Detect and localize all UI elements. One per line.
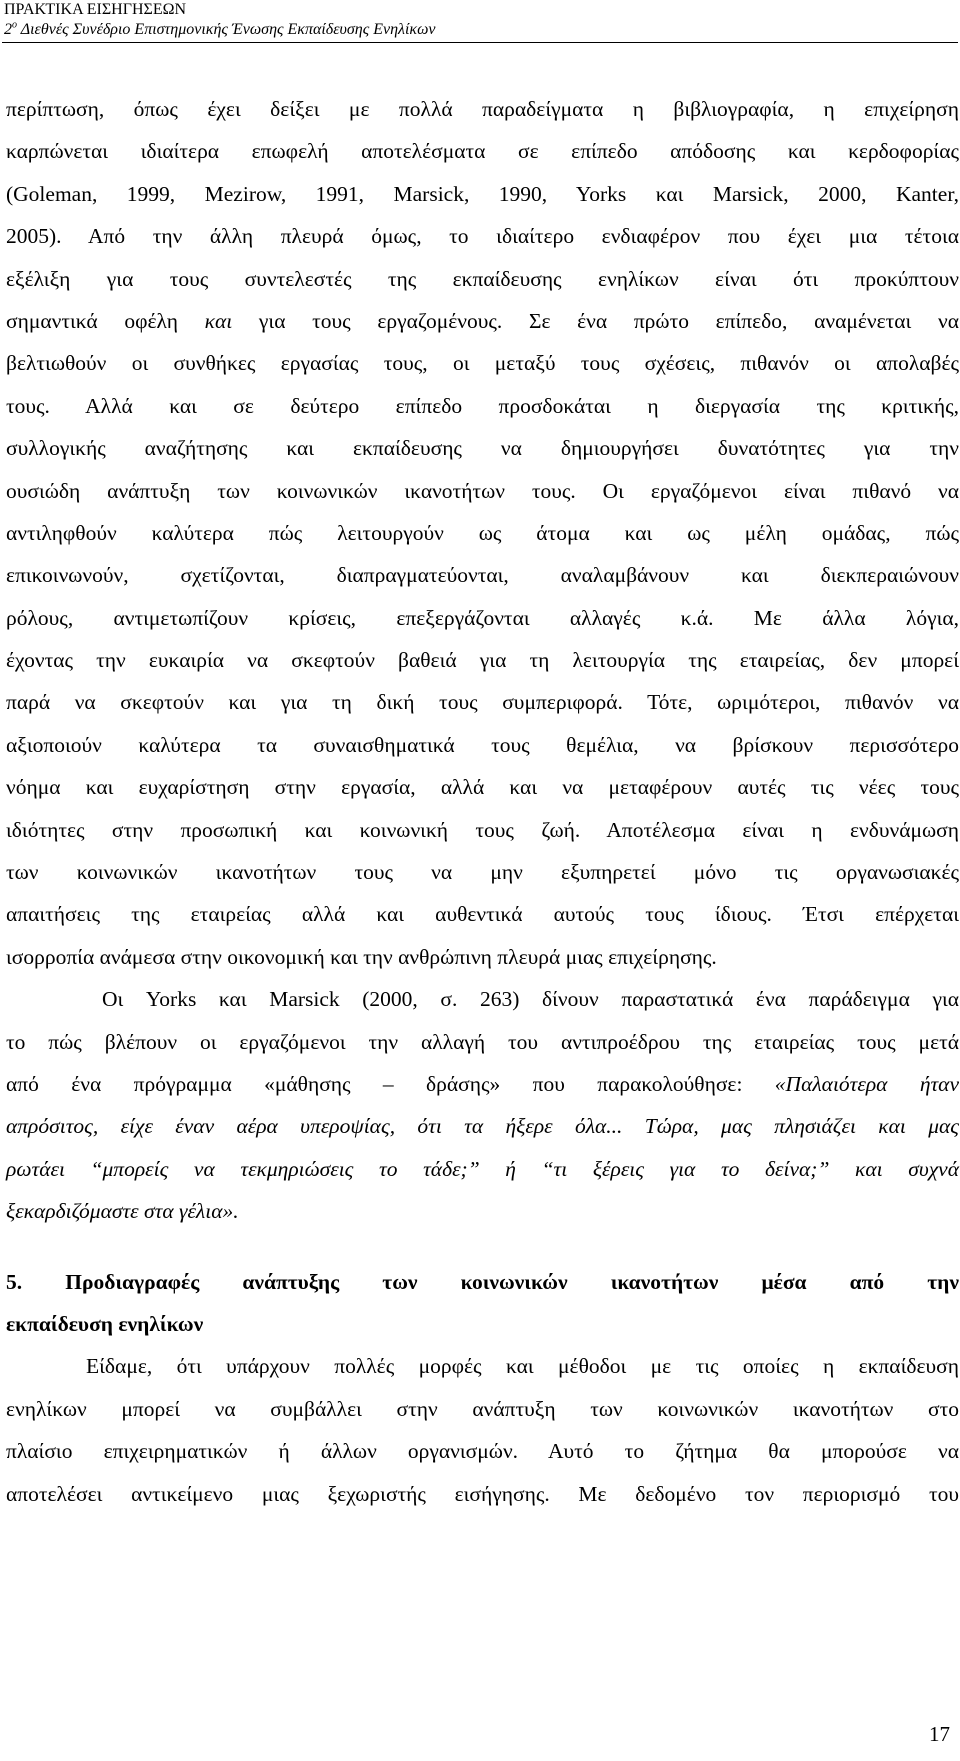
- text-line: περίπτωση, όπως έχει δείξει με πολλά παραδείγματα η βιβλιογραφία, η επιχείρηση: [6, 97, 959, 121]
- text-line: Οι Yorks και Marsick (2000, σ. 263) δίνουν παραστατικά ένα παράδειγμα για: [102, 987, 959, 1012]
- text-line: επικοινωνούν, σχετίζονται, διαπραγματεύονται, αναλαμβάνουν και διεκπεραιώνουν: [6, 563, 959, 588]
- header-divider: [2, 42, 958, 43]
- text-line: πλαίσιο επιχειρηματικών ή άλλων οργανισμών. Αυτό το ζήτημα θα μπορούσε να: [6, 1439, 959, 1464]
- text-line: ιδιότητες στην προσωπική και κοινωνική τους ζωή. Αποτέλεσμα είναι η ενδυνάμωση: [6, 817, 959, 842]
- heading-text: εκπαίδευση ενηλίκων: [6, 1311, 204, 1336]
- text-line: το πώς βλέπουν οι εργαζόμενοι την αλλαγή του αντιπροέδρου της εταιρείας τους μετά: [6, 1029, 959, 1054]
- emphasis-text: και: [204, 308, 233, 333]
- text-line: παρά να σκεφτούν και για τη δική τους συμπεριφορά. Τότε, ωριμότεροι, πιθανόν να: [6, 690, 959, 715]
- text-line: αντιληφθούν καλύτερα πώς λειτουργούν ως άτομα και ως μέλη ομάδας, πώς: [6, 520, 959, 545]
- paragraph-1: [6, 97, 959, 987]
- text-line: ενηλίκων μπορεί να συμβάλλει στην ανάπτυξη των κοινωνικών ικανοτήτων στο: [6, 1396, 959, 1421]
- text-span: για τους εργαζομένους. Σε ένα πρώτο επίπεδο, αναμένεται να: [232, 308, 959, 333]
- text-line: νόημα και ευχαρίστηση στην εργασία, αλλά και να μεταφέρουν αυτές τις νέες τους: [6, 775, 959, 800]
- text-line: απαιτήσεις της εταιρείας αλλά και αυθεντικά αυτούς τους ίδιους. Έτσι επέρχεται: [6, 902, 959, 927]
- quote-text: απρόσιτος, είχε έναν αέρα υπεροψίας, ότι τα ήξερε όλα... Τώρα, μας πλησιάζει και μας: [6, 1114, 959, 1139]
- heading-line: [6, 1312, 959, 1354]
- section-heading: [6, 1270, 959, 1355]
- paragraph-2: [6, 987, 959, 1241]
- text-line: ουσιώδη ανάπτυξη των κοινωνικών ικανοτήτων τους. Οι εργαζόμενοι είναι πιθανό να: [6, 478, 959, 503]
- text-line: εξέλιξη για τους συντελεστές της εκπαίδευσης ενηλίκων είναι ότι προκύπτουν: [6, 266, 959, 291]
- header-ordinal-suffix: ο: [12, 19, 17, 31]
- header-title: ΠΡΑΚΤΙΚΑ ΕΙΣΗΓΗΣΕΩΝ: [4, 1, 187, 18]
- text-span: από ένα πρόγραμμα «μάθησης – δράσης» που παρακολούθησε:: [6, 1071, 775, 1096]
- text-line: αξιοποιούν καλύτερα τα συναισθηματικά τους θεμέλια, να βρίσκουν περισσότερο: [6, 732, 959, 757]
- header-conference-number: 2: [4, 21, 12, 38]
- quote-line: [6, 1199, 959, 1241]
- quote-line: [6, 1157, 959, 1199]
- text-line: 2005). Από την άλλη πλευρά όμως, το ιδιαίτερο ενδιαφέρον που έχει μια τέτοια: [6, 224, 959, 249]
- running-header: [4, 0, 435, 40]
- header-conference: [4, 20, 435, 40]
- heading-text: 5. Προδιαγραφές ανάπτυξης των κοινωνικών ικανοτήτων μέσα από την: [6, 1269, 959, 1294]
- page-number: 17: [929, 1722, 950, 1746]
- section-spacer: [6, 1242, 959, 1270]
- text-line: [6, 309, 959, 351]
- text-span: σημαντικά οφέλη: [6, 308, 205, 333]
- header-conference-name: Διεθνές Συνέδριο Επιστημονικής Ένωσης Εκπαίδευσης Ενηλίκων: [17, 21, 436, 38]
- text-line: των κοινωνικών ικανοτήτων τους να μην εξυπηρετεί μόνο τις οργανωσιακές: [6, 860, 959, 885]
- quote-text: ρωτάει “μπορείς να τεκμηριώσεις το τάδε;” ή “τι ξέρεις για το δείνα;” και συχνά: [6, 1156, 959, 1181]
- text-line: βελτιωθούν οι συνθήκες εργασίας τους, οι μεταξύ τους σχέσεις, πιθανόν οι απολαβές: [6, 351, 959, 376]
- text-line: καρπώνεται ιδιαίτερα επωφελή αποτελέσματα σε επίπεδο απόδοσης και κερδοφορίας: [6, 139, 959, 164]
- text-line: αποτελέσει αντικείμενο μιας ξεχωριστής εισήγησης. Με δεδομένο τον περιορισμό του: [6, 1481, 959, 1506]
- text-line: συλλογικής αναζήτησης και εκπαίδευσης να δημιουργήσει δυνατότητες για την: [6, 436, 959, 461]
- text-line: ρόλους, αντιμετωπίζουν κρίσεις, επεξεργάζονται αλλαγές κ.ά. Με άλλα λόγια,: [6, 605, 959, 630]
- text-line: (Goleman, 1999, Mezirow, 1991, Marsick, 1990, Yorks και Marsick, 2000, Kanter,: [6, 181, 959, 206]
- text-line: έχοντας την ευκαιρία να σκεφτούν βαθειά για τη λειτουργία της εταιρείας, δεν μπορεί: [6, 648, 959, 673]
- heading-line: [6, 1270, 959, 1312]
- quote-text: «Παλαιότερα ήταν: [774, 1071, 960, 1096]
- paragraph-3: [6, 1354, 959, 1524]
- quote-text: ξεκαρδιζόμαστε στα γέλια».: [6, 1199, 239, 1224]
- text-line: ισορροπία ανάμεσα στην οικονομική και την ανθρώπινη πλευρά μιας επιχείρησης.: [6, 944, 717, 969]
- text-line: Είδαμε, ότι υπάρχουν πολλές μορφές και μέθοδοι με τις οποίες η εκπαίδευση: [86, 1354, 959, 1379]
- text-line: [6, 1072, 959, 1114]
- page-body: [6, 97, 959, 1524]
- text-line: τους. Αλλά και σε δεύτερο επίπεδο προσδοκάται η διεργασία της κριτικής,: [6, 393, 959, 418]
- quote-line: [6, 1114, 959, 1156]
